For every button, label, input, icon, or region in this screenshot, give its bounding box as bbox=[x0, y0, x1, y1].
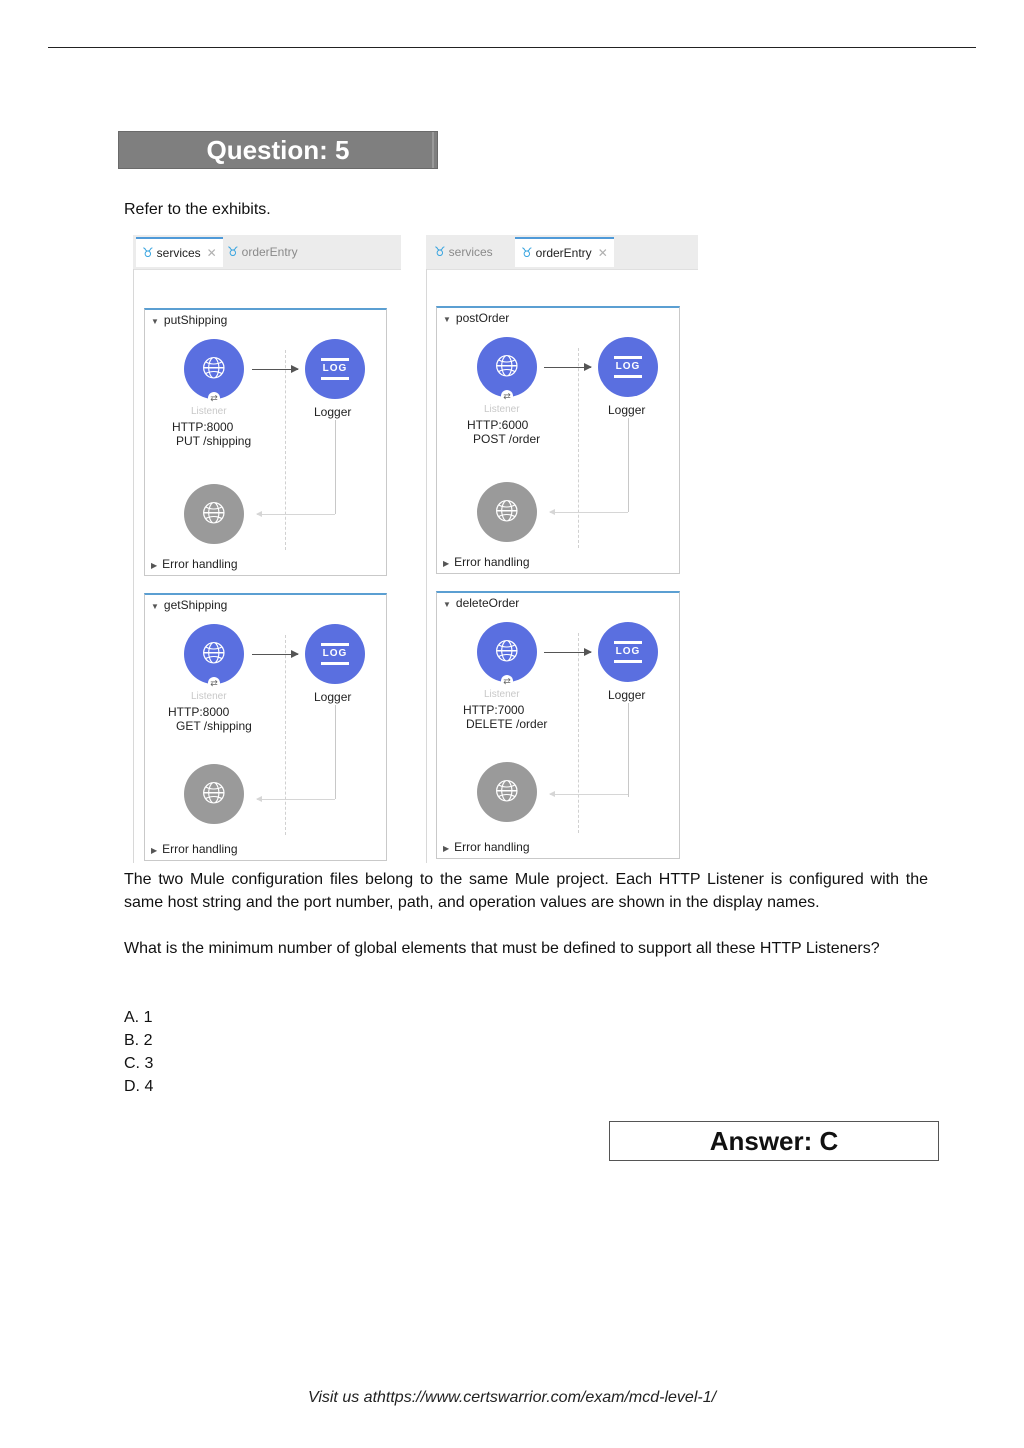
log-icon: LOG bbox=[321, 358, 350, 380]
globe-icon: 🌐︎ bbox=[202, 637, 226, 670]
globe-icon: 🌐︎ bbox=[202, 777, 226, 810]
logger-label: Logger bbox=[608, 688, 646, 702]
option-b[interactable]: B. 2 bbox=[124, 1032, 153, 1049]
flow-postorder bbox=[436, 306, 680, 574]
tab-bar bbox=[426, 235, 698, 270]
error-handling[interactable]: ▶ Error handling bbox=[443, 840, 530, 854]
mule-icon: ♉ bbox=[227, 244, 239, 259]
logger-label: Logger bbox=[314, 690, 352, 704]
answer-options bbox=[124, 1006, 153, 1098]
flow-title: ▼ putShipping bbox=[151, 313, 228, 327]
question-paragraph: The two Mule configuration files belong to the same Mule project. Each HTTP Listener is configured with the same host string and the port number, path, and operation values are shown in the display names. bbox=[124, 871, 928, 911]
error-handling[interactable]: ▶ Error handling bbox=[151, 557, 238, 571]
listener-config: HTTP:8000 bbox=[168, 705, 230, 719]
flow-title: ▼ postOrder bbox=[443, 311, 510, 325]
source-type-label: Listener bbox=[484, 689, 520, 700]
sync-icon: ⇄ bbox=[501, 675, 513, 687]
close-icon[interactable]: ✕ bbox=[597, 246, 608, 260]
logger-node[interactable] bbox=[305, 624, 365, 684]
tab-label: orderEntry bbox=[535, 246, 592, 260]
sync-icon: ⇄ bbox=[208, 392, 220, 404]
question-label: Question: 5 bbox=[206, 135, 350, 165]
sync-icon: ⇄ bbox=[501, 390, 513, 402]
logger-node[interactable] bbox=[598, 622, 658, 682]
question-banner bbox=[118, 131, 438, 169]
error-handling[interactable]: ▶ Error handling bbox=[151, 842, 238, 856]
tab-orderentry[interactable] bbox=[221, 237, 304, 267]
mule-icon: ♉ bbox=[521, 245, 533, 260]
error-node[interactable] bbox=[184, 764, 244, 824]
exhibit-services bbox=[133, 235, 401, 863]
answer-box: Answer: C bbox=[609, 1121, 939, 1161]
flow-title: ▼ deleteOrder bbox=[443, 596, 520, 610]
tab-label: orderEntry bbox=[241, 245, 298, 259]
tab-services[interactable] bbox=[428, 237, 499, 267]
option-a[interactable]: A. 1 bbox=[124, 1009, 153, 1026]
mule-icon: ♉ bbox=[434, 244, 446, 259]
logger-node[interactable] bbox=[598, 337, 658, 397]
error-handling[interactable]: ▶ Error handling bbox=[443, 555, 530, 569]
logger-label: Logger bbox=[314, 405, 352, 419]
flow-putshipping bbox=[144, 308, 387, 576]
globe-icon: 🌐︎ bbox=[495, 350, 519, 383]
top-rule bbox=[48, 47, 976, 48]
globe-icon: 🌐︎ bbox=[495, 635, 519, 668]
logger-label: Logger bbox=[608, 403, 646, 417]
log-icon: LOG bbox=[614, 356, 643, 378]
error-node[interactable] bbox=[477, 762, 537, 822]
error-node[interactable] bbox=[184, 484, 244, 544]
option-c[interactable]: C. 3 bbox=[124, 1055, 154, 1072]
close-icon[interactable]: ✕ bbox=[206, 246, 217, 260]
flow-getshipping bbox=[144, 593, 387, 861]
log-icon: LOG bbox=[614, 641, 643, 663]
listener-config: HTTP:7000 bbox=[463, 703, 525, 717]
source-type-label: Listener bbox=[484, 404, 520, 415]
intro-text: Refer to the exhibits. bbox=[124, 201, 271, 218]
listener-node[interactable] bbox=[184, 624, 244, 684]
globe-icon: 🌐︎ bbox=[202, 352, 226, 385]
globe-icon: 🌐︎ bbox=[202, 497, 226, 530]
log-icon: LOG bbox=[321, 643, 350, 665]
listener-config: HTTP:6000 bbox=[467, 418, 529, 432]
sync-icon: ⇄ bbox=[208, 677, 220, 689]
mule-icon: ♉ bbox=[142, 245, 154, 260]
listener-config: HTTP:8000 bbox=[172, 420, 234, 434]
listener-node[interactable] bbox=[477, 622, 537, 682]
tab-bar bbox=[133, 235, 401, 270]
error-node[interactable] bbox=[477, 482, 537, 542]
exhibit-orderentry bbox=[426, 235, 698, 863]
listener-operation: PUT /shipping bbox=[176, 434, 252, 448]
footer-link[interactable]: Visit us athttps://www.certswarrior.com/exam/mcd-level-1/ bbox=[307, 1389, 717, 1406]
tab-services[interactable] bbox=[136, 237, 223, 267]
globe-icon: 🌐︎ bbox=[495, 495, 519, 528]
listener-node[interactable] bbox=[184, 339, 244, 399]
listener-operation: POST /order bbox=[473, 432, 541, 446]
flow-deleteorder bbox=[436, 591, 680, 859]
source-type-label: Listener bbox=[191, 691, 227, 702]
tab-label: services bbox=[156, 246, 201, 260]
source-type-label: Listener bbox=[191, 406, 227, 417]
tab-label: services bbox=[448, 245, 493, 259]
tab-orderentry[interactable] bbox=[515, 237, 614, 267]
logger-node[interactable] bbox=[305, 339, 365, 399]
listener-operation: GET /shipping bbox=[176, 719, 252, 733]
globe-icon: 🌐︎ bbox=[495, 775, 519, 808]
question-prompt: What is the minimum number of global elements that must be defined to support all these HTTP Listeners? bbox=[124, 940, 880, 957]
flow-title: ▼ getShipping bbox=[151, 598, 228, 612]
listener-node[interactable] bbox=[477, 337, 537, 397]
listener-operation: DELETE /order bbox=[466, 717, 548, 731]
option-d[interactable]: D. 4 bbox=[124, 1078, 154, 1095]
